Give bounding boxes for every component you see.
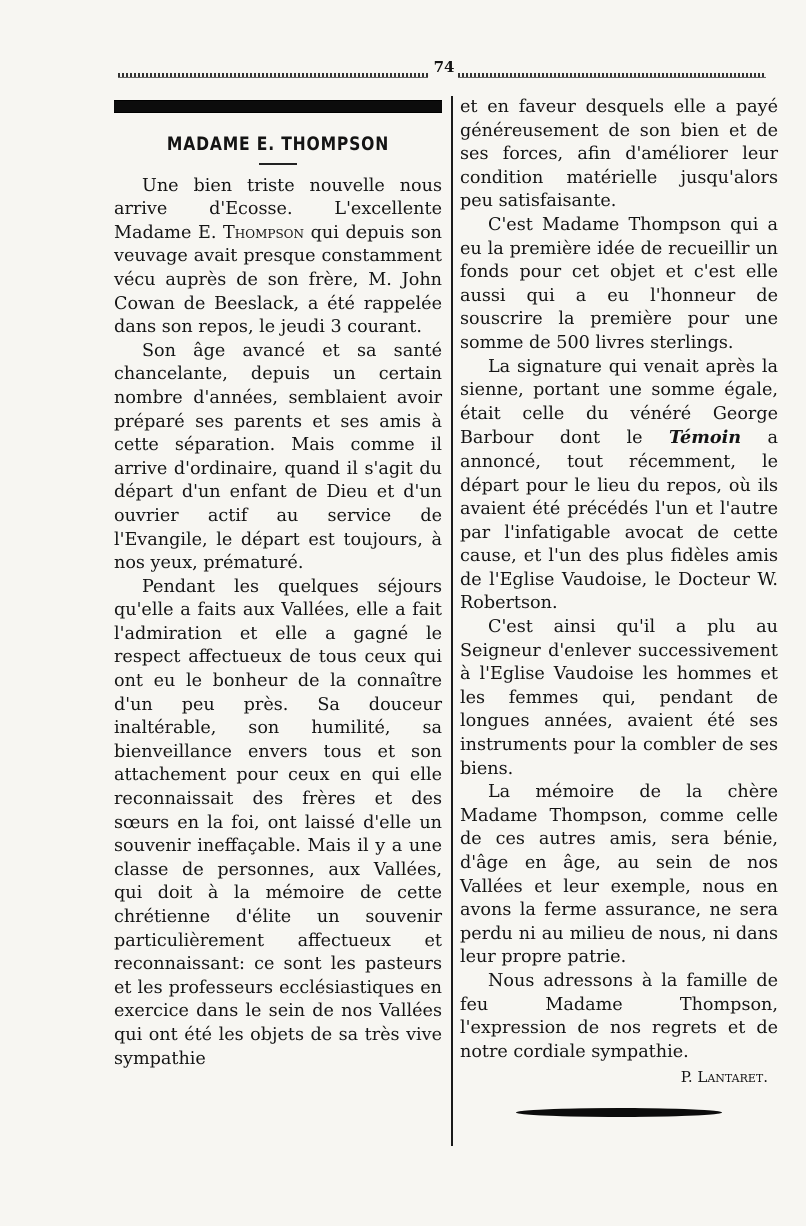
newspaper-title: Témoin xyxy=(668,427,742,449)
paragraph: Nous adressons à la famille de feu Madame Thompson, l'expression de nos regrets et de notre cordiale sympathie. xyxy=(460,970,778,1062)
column-divider xyxy=(451,96,453,1146)
header-ornament-right xyxy=(458,73,766,78)
page-header xyxy=(118,58,766,82)
left-column xyxy=(114,96,442,1071)
name-small-caps: Thompson xyxy=(223,222,305,243)
paragraph: C'est ainsi qu'il a plu au Seigneur d'enlever successivement à l'Eglise Vaudoise les hommes et les femmes qui, pendant de longues années, avaient été ses instruments pour la combler de ses biens. xyxy=(460,617,778,779)
paragraph: C'est Madame Thompson qui a eu la première idée de recueillir un fonds pour cet objet et c'est elle aussi qui a eu l'honneur de souscrire la première pour une somme de 500 livres sterlings. xyxy=(460,214,778,353)
paragraph: La mémoire de la chère Madame Thompson, comme celle de ces autres amis, sera bénie, d'âge en âge, au sein de nos Vallées et leur exemple, nous en avons la ferme assurance, ne sera perdu ni au milieu de nous, ni dans leur propre patrie. xyxy=(460,782,778,968)
page-number: 74 xyxy=(433,58,455,76)
paragraph: La signature qui venait après la sienne, portant une somme égale, était celle du vénéré George Barbour dont le Témoin a annoncé, tout récemment, le départ pour le lieu du repos, où ils avaient été précédés l'un et l'autre par l'infatigable avocat de cette cause, et l'un des plus fidèles amis de l'Eglise Vaudoise, le Docteur W. Robertson. xyxy=(460,356,778,614)
section-rule xyxy=(114,100,442,113)
end-rule xyxy=(516,1108,722,1117)
article-title: MADAME E. THOMPSON xyxy=(166,133,390,155)
header-ornament-left xyxy=(118,73,428,78)
paragraph: Une bien triste nouvelle nous arrive d'Ecosse. L'excellente Madame E. Thompson qui depuis son veuvage avait presque constamment vécu auprès de son frère, M. John Cowan de Beeslack, a été rappelée dans son repos, le jeudi 3 courant. xyxy=(114,175,442,338)
paragraph: Son âge avancé et sa santé chancelante, depuis un certain nombre d'années, semblaient avoir préparé ses parents et ses amis à cette séparation. Mais comme il arrive d'ordinaire, quand il s'agit du départ d'un enfant de Dieu et d'un ouvrier actif au service de l'Evangile, le départ est toujours, à nos yeux, prématuré. xyxy=(114,340,442,574)
paragraph-continued: et en faveur desquels elle a payé généreusement de son bien et de ses forces, afin d'améliorer leur condition matérielle jusqu'alors peu satisfaisante. xyxy=(460,97,778,212)
author-signature: P. Lantaret. xyxy=(680,1068,768,1087)
title-dash xyxy=(259,163,297,165)
paragraph: Pendant les quelques séjours qu'elle a faits aux Vallées, elle a fait l'admiration et elle a gagné le respect affectueux de tous ceux qui ont eu le bonheur de la connaître d'un peu près. Sa douceur inaltérable, son humilité, sa bienveillance envers tous et son attachement pour ceux en qui elle reconnaissait des frères et des sœurs en la foi, ont laissé d'elle un souvenir ineffaçable. Mais il y a une classe de personnes, aux Vallées, qui doit à la mémoire de cette chrétienne d'élite un souvenir particulièrement affectueux et reconnaissant: ce sont les pasteurs et les professeurs ecclésiastiques en exercice dans le sein de nos Vallées qui ont été les objets de sa très vive sympathie xyxy=(114,576,442,1069)
right-column xyxy=(460,96,778,1117)
